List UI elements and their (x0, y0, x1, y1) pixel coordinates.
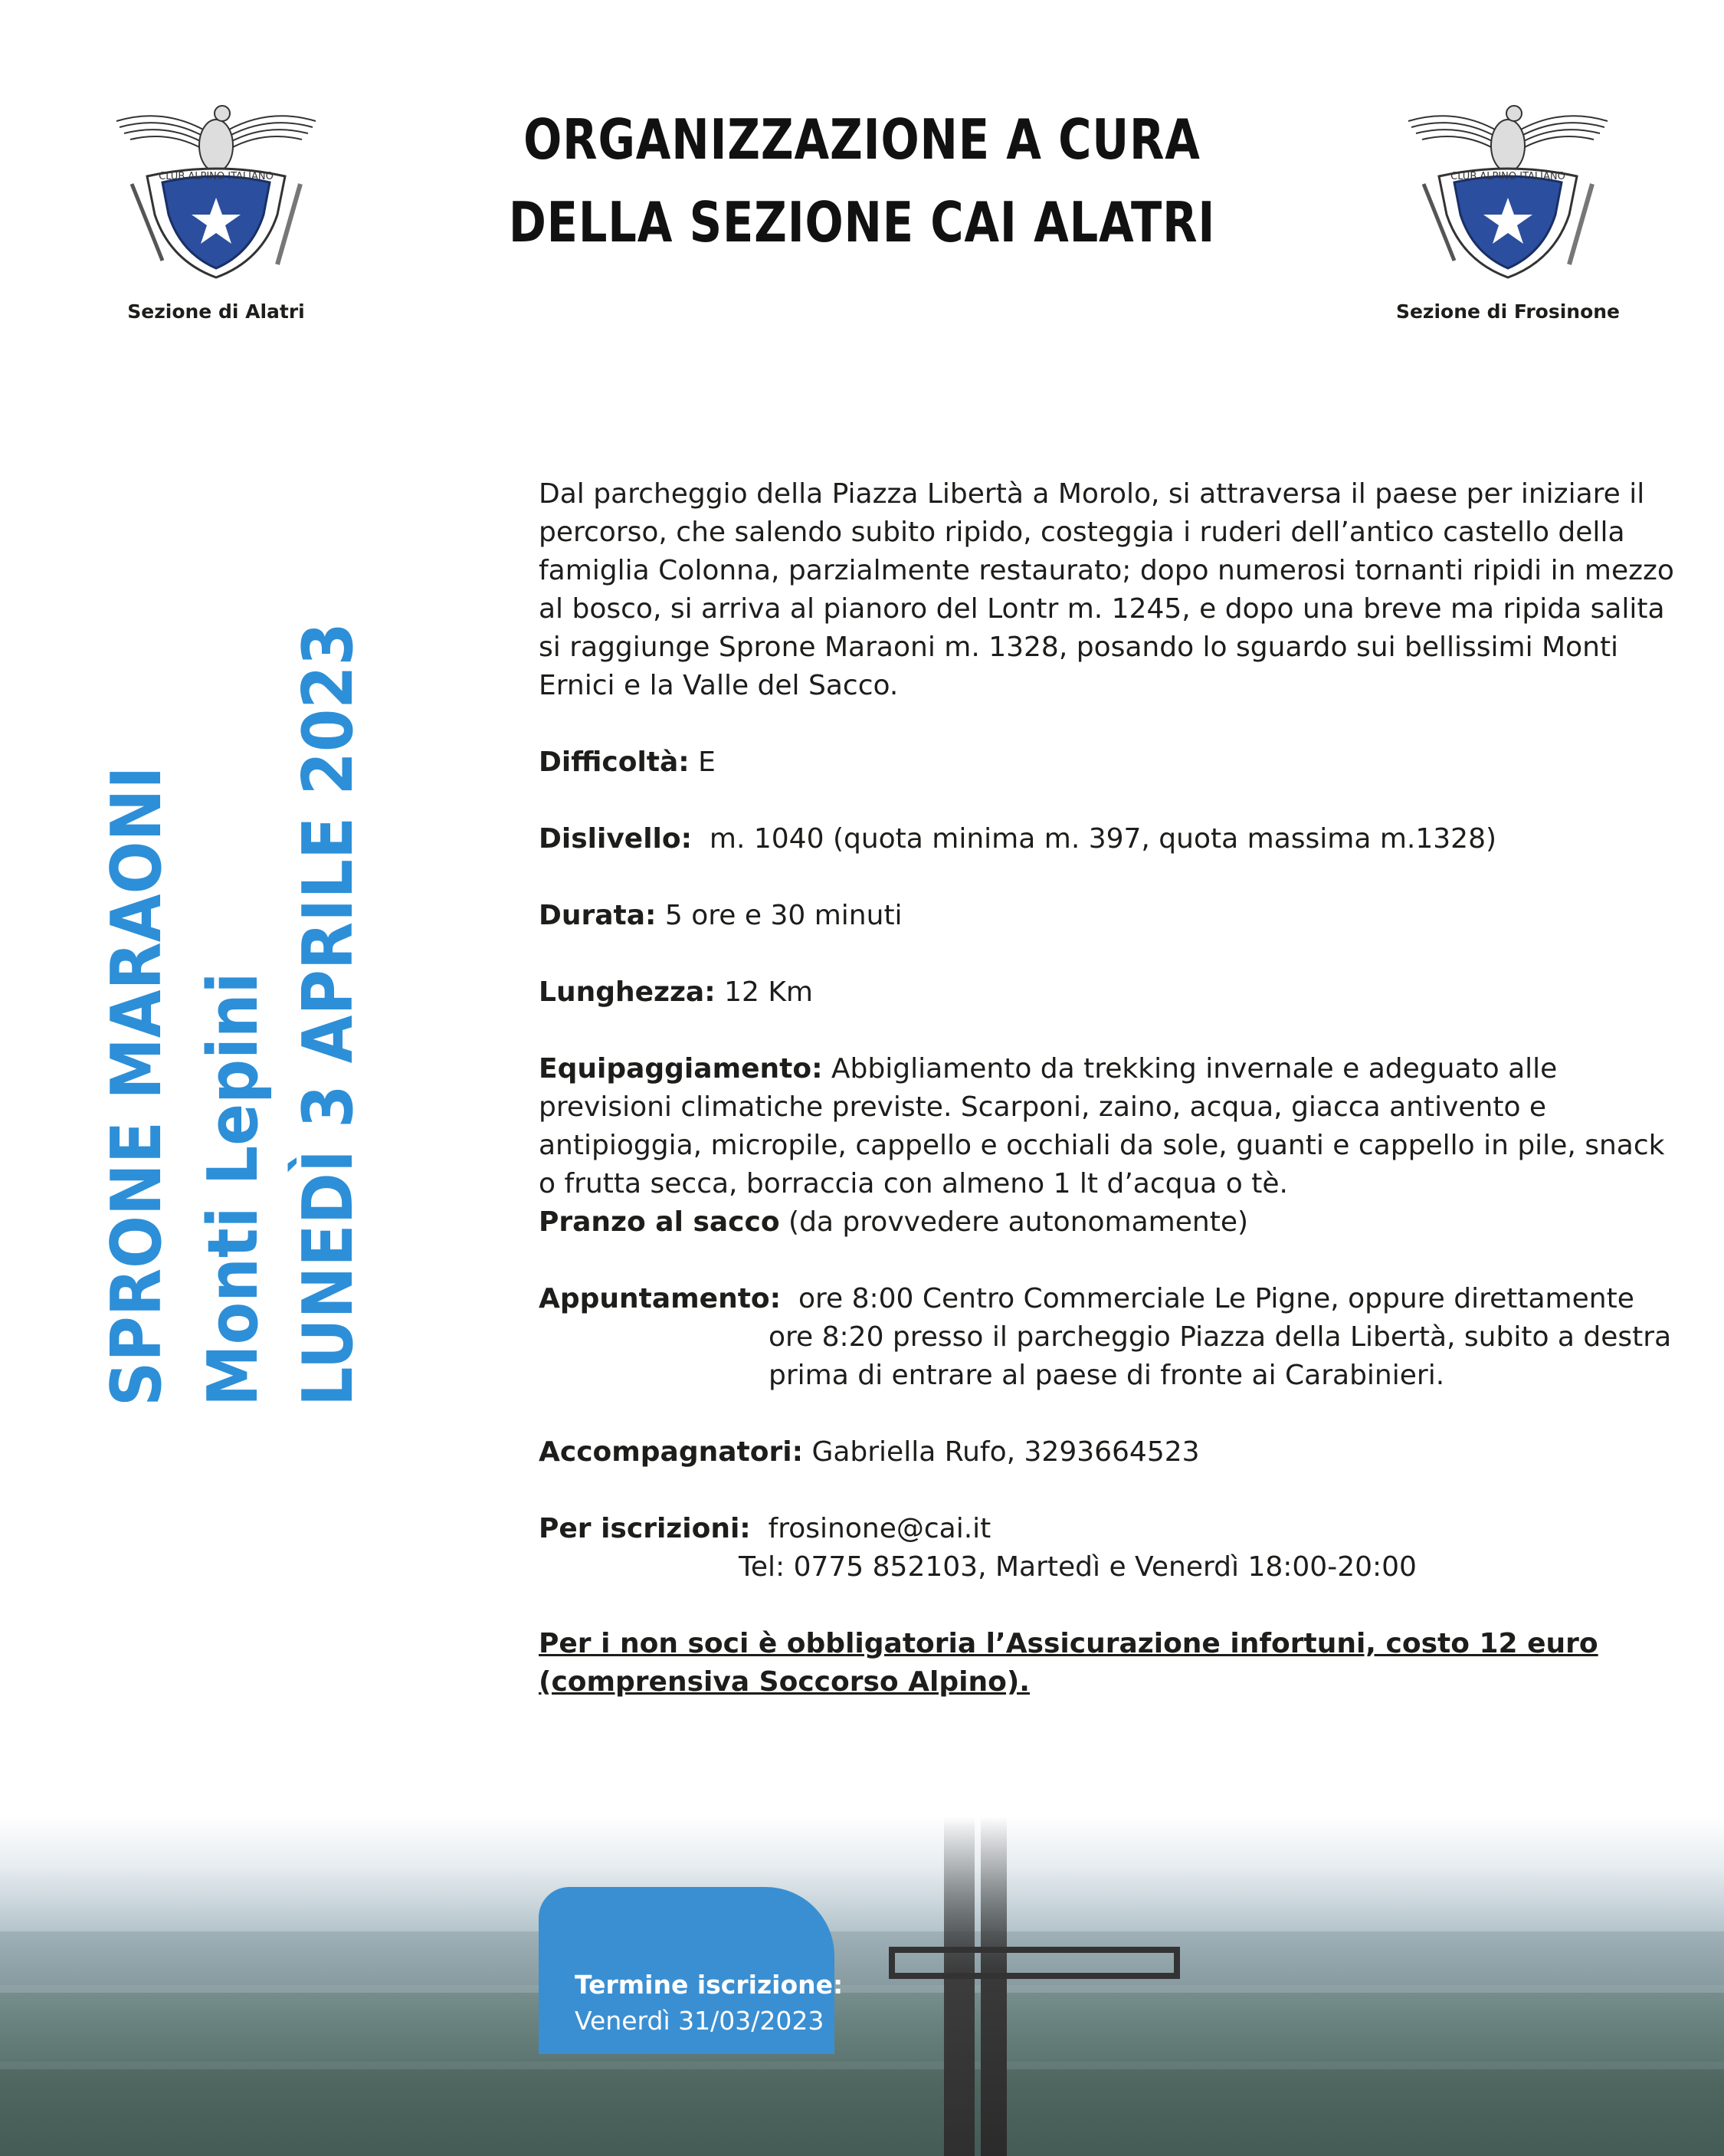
summit-cross-arm (889, 1947, 1180, 1979)
pranzo-value: (da provvedere autonomamente) (788, 1206, 1249, 1238)
emblem-text: CLUB ALPINO ITALIANO (159, 171, 274, 182)
logo-caption-alatri: Sezione di Alatri (127, 300, 305, 323)
insurance-notice (539, 1625, 1688, 1702)
event-details (539, 475, 1688, 1740)
lunghezza-row (539, 973, 1688, 1012)
landscape-photo (0, 1816, 1724, 2156)
cai-eagle-emblem-icon (109, 100, 323, 284)
equipaggiamento-value: Abbigliamento da trekking invernale e adeguato alle previsioni climatiche previste. Scarponi, zaino, acqua, giacca antivento e antipioggia, micropile, cappello e occhiali da sole, guanti e cappello in pile, snack o frutta secca, borraccia con almeno 1 lt d’acqua o tè. (539, 1053, 1665, 1199)
summit-cross-post-2 (981, 1816, 1007, 2156)
durata-value: 5 ore e 30 minuti (664, 900, 903, 931)
cai-eagle-emblem-icon (1401, 100, 1615, 284)
logo-caption-frosinone: Sezione di Frosinone (1395, 300, 1621, 323)
appuntamento-line-1: ore 8:00 Centro Commerciale Le Pigne, oppure direttamente (798, 1283, 1634, 1314)
title-line-2: DELLA SEZIONE CAI ALATRI (508, 190, 1216, 254)
notice-line-1: Per i non soci è obbligatoria l’Assicurazione infortuni, costo 12 euro (539, 1628, 1598, 1659)
difficolta-label: Difficoltà: (539, 747, 690, 778)
deadline-value: Venerdì 31/03/2023 (575, 2006, 824, 2036)
accompagnatori-label: Accompagnatori: (539, 1436, 803, 1468)
equipaggiamento-label: Equipaggiamento: (539, 1053, 823, 1085)
title-line-1: ORGANIZZAZIONE A CURA (523, 107, 1201, 172)
cai-logo-frosinone (1393, 100, 1623, 323)
deadline-label: Termine iscrizione: (575, 1970, 844, 2000)
lunghezza-label: Lunghezza: (539, 976, 716, 1008)
durata-label: Durata: (539, 900, 657, 931)
cai-logo-alatri (101, 100, 331, 323)
lunghezza-value: 12 Km (724, 976, 813, 1008)
iscrizioni-tel: Tel: 0775 852103, Martedì e Venerdì 18:00-20:00 (739, 1551, 1417, 1583)
appuntamento-line-3: prima di entrare al paese di fronte ai Carabinieri. (769, 1360, 1445, 1391)
deadline-text (575, 1967, 843, 2039)
iscrizioni-label: Per iscrizioni: (539, 1513, 751, 1544)
side-title-date: LUNEDÌ 3 APRILE 2023 (288, 622, 369, 1406)
intro-paragraph: Dal parcheggio della Piazza Libertà a Morolo, si attraversa il paese per iniziare il percorso, che salendo subito ripido, costeggia i ruderi dell’antico castello della famiglia Colonna, parzialmente restaurato; dopo numerosi tornanti ripidi in mezzo al bosco, si arriva al pianoro del Lontr m. 1245, e dopo una breve ma ripida salita si raggiunge Sprone Maraoni m. 1328, posando lo sguardo sui bellissimi Monti Ernici e la Valle del Sacco. (539, 478, 1674, 701)
difficolta-value: E (698, 747, 716, 778)
side-title-peak: SPRONE MARAONI (97, 766, 177, 1406)
side-titles (95, 622, 371, 1406)
accompagnatori-row (539, 1433, 1688, 1472)
page-title (507, 98, 1218, 264)
notice-line-2: (comprensiva Soccorso Alpino). (539, 1666, 1030, 1698)
iscrizioni-row (539, 1510, 1688, 1587)
summit-cross-post (944, 1816, 975, 2156)
emblem-text: CLUB ALPINO ITALIANO (1450, 171, 1565, 182)
durata-row (539, 897, 1688, 935)
dislivello-row (539, 820, 1688, 858)
iscrizioni-email[interactable]: frosinone@cai.it (768, 1513, 991, 1544)
side-title-range: Monti Lepini (193, 972, 274, 1406)
pranzo-label: Pranzo al sacco (539, 1206, 780, 1238)
equipaggiamento-row (539, 1050, 1688, 1242)
dislivello-value: m. 1040 (quota minima m. 397, quota massima m.1328) (709, 823, 1497, 855)
accompagnatori-value: Gabriella Rufo, 3293664523 (811, 1436, 1200, 1468)
difficolta-row (539, 743, 1688, 782)
appuntamento-line-2: ore 8:20 presso il parcheggio Piazza della Libertà, subito a destra (769, 1321, 1672, 1353)
appuntamento-row (539, 1280, 1688, 1395)
dislivello-label: Dislivello: (539, 823, 693, 855)
appuntamento-label: Appuntamento: (539, 1283, 782, 1314)
